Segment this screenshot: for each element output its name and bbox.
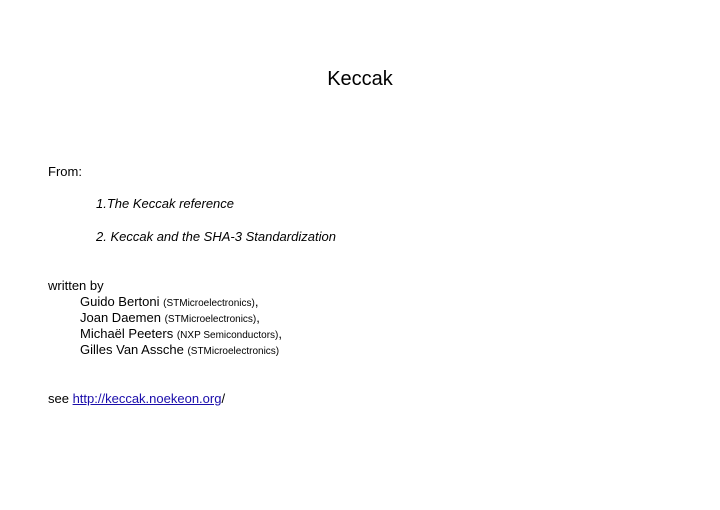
- from-label: From:: [48, 164, 82, 179]
- see-suffix: /: [221, 391, 226, 406]
- reference-1: 1.The Keccak reference: [96, 196, 235, 211]
- author-name: Guido Bertoni: [80, 294, 160, 309]
- author-name: Joan Daemen: [80, 310, 161, 325]
- author-separator: ,: [256, 310, 260, 325]
- author-affiliation: (STMicroelectronics): [187, 346, 280, 357]
- keccak-website-link[interactable]: http://keccak.noekeon.org: [72, 391, 222, 406]
- author-affiliation: (STMicroelectronics): [164, 314, 257, 325]
- written-by-label: written by: [48, 278, 104, 293]
- reference-2: 2. Keccak and the SHA-3 Standardization: [96, 229, 336, 244]
- author-affiliation: (NXP Semiconductors): [176, 330, 279, 341]
- author-4: [80, 342, 279, 360]
- author-name: Michaël Peeters: [80, 326, 174, 341]
- page-title: Keccak: [327, 68, 393, 90]
- author-separator: ,: [254, 294, 259, 309]
- author-affiliation: (STMicroelectronics): [163, 298, 255, 309]
- see-prefix: see: [48, 391, 73, 406]
- see-line: [48, 391, 225, 407]
- author-name: Gilles Van Assche: [80, 342, 184, 357]
- author-separator: ,: [278, 326, 282, 341]
